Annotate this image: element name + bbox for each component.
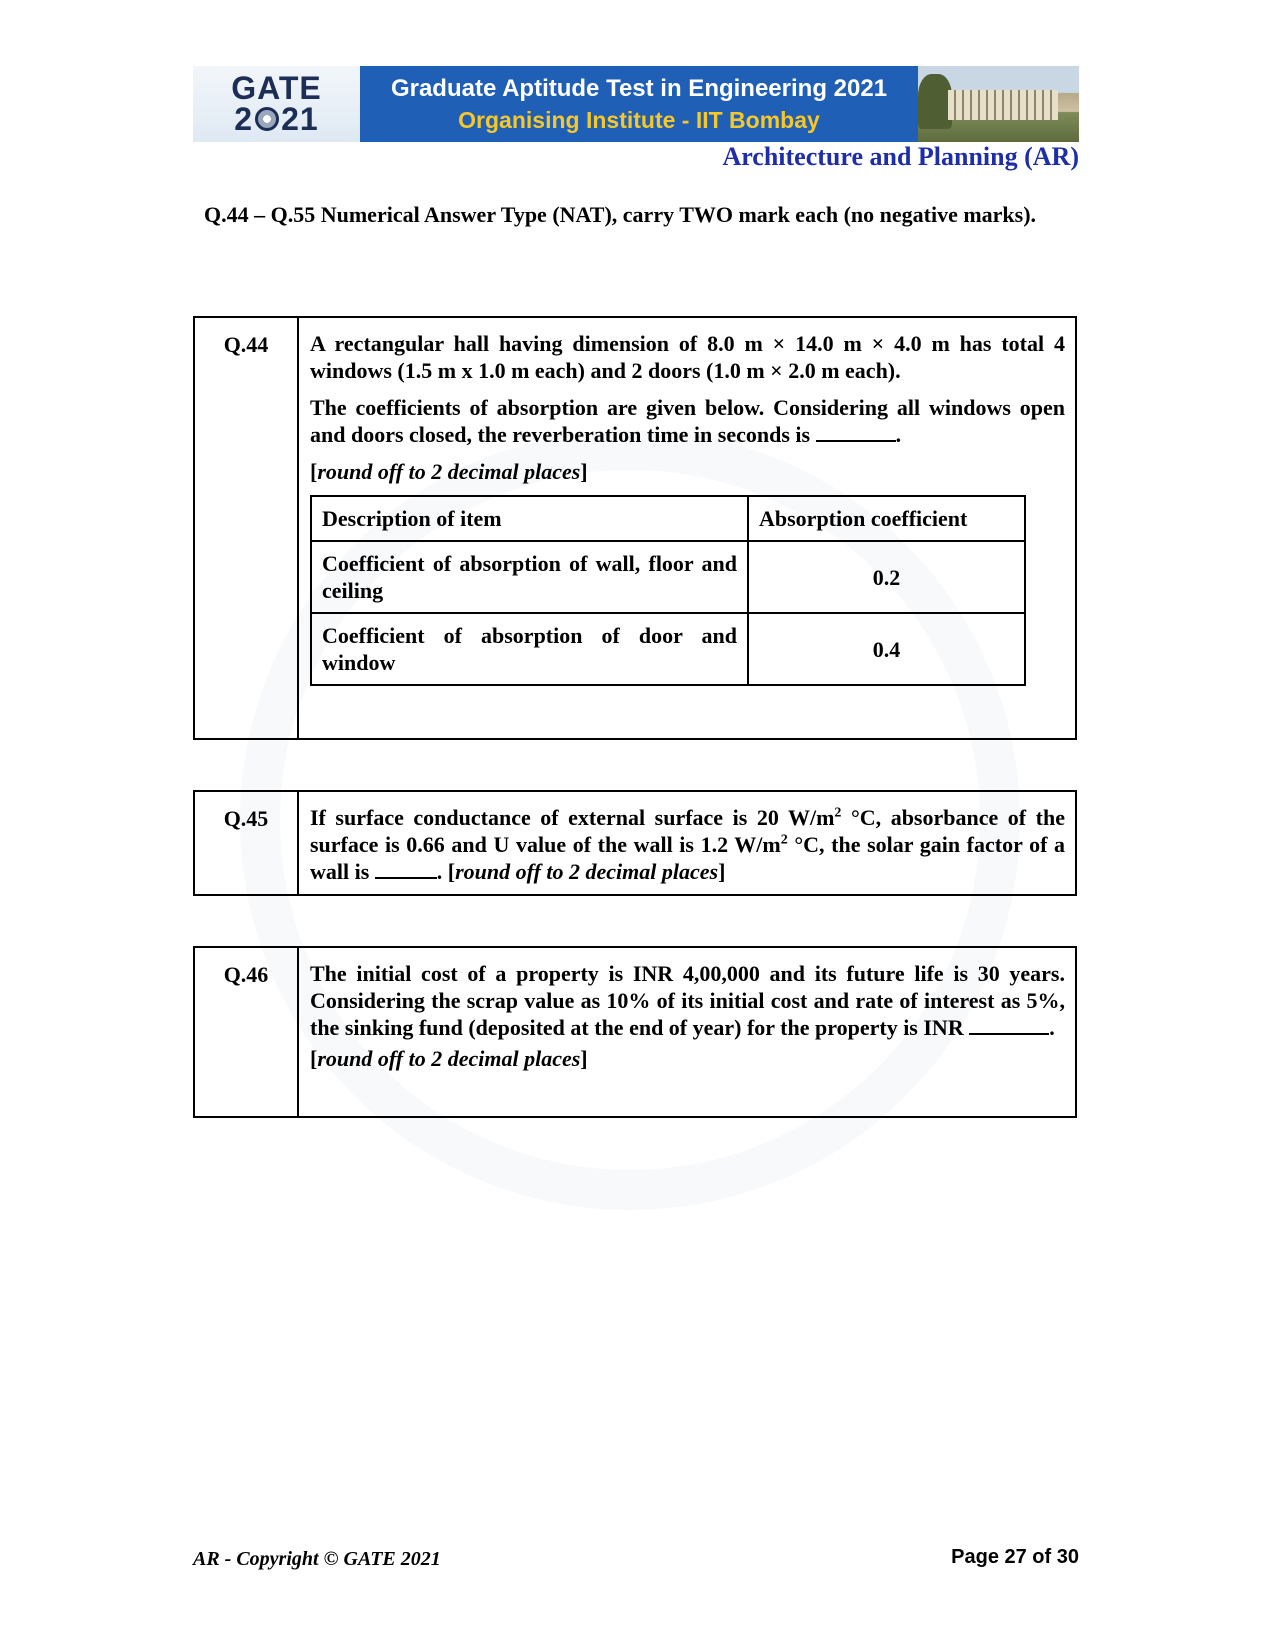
banner-text-box [360, 66, 918, 142]
question-box-44 [193, 316, 1077, 740]
logo-line2 [234, 103, 318, 135]
footer-page-number [951, 1546, 1079, 1569]
page-prefix: Page [951, 1546, 1005, 1568]
question-text: °C, the solar gain factor of a wall is [310, 832, 1065, 884]
question-body [299, 318, 1075, 738]
question-text: The initial cost of a property is INR 4,00,000 and its future life is 30 years. Considering the scrap value as 10% of its initial cost and rate of interest as 5%, the sinking fund (deposited at the end of year) for the property is INR [310, 961, 1065, 1040]
answer-blank [816, 422, 896, 442]
table-cell: 0.4 [748, 613, 1025, 685]
question-number: Q.44 [195, 318, 299, 738]
logo-line1: GATE [231, 70, 322, 106]
question-body: If surface conductance of external surface is 20 $W/m^2$ °C, absorbance of the surface is 0.66 and U value of the wall is 1.2 $W/m^2$ °C, the solar gain factor of a wall is . [round off to 2 decimal places] [310, 805, 1065, 884]
question-paragraph: The initial cost of a property is INR 4,00,000 and its future life is 30 years. Considering the scrap value as 10% of its initial cost and rate of interest as 5%, the sinking fund (deposited at the end of year) for the property is INR . [310, 961, 1065, 1040]
page-current: 27 [1004, 1546, 1027, 1568]
rounding-note-text: round off to 2 decimal places [317, 1046, 581, 1071]
superscript: 2 [834, 805, 842, 821]
table-header-row [311, 496, 1025, 541]
question-body [299, 948, 1075, 1116]
absorption-table [310, 495, 1026, 686]
rounding-note-text: round off to 2 decimal places [317, 459, 581, 484]
iit-seal-icon [255, 107, 279, 131]
tree-icon [918, 74, 952, 129]
table-header: Description of item [311, 496, 748, 541]
superscript: 2 [780, 832, 788, 848]
answer-blank [375, 859, 437, 879]
question-box-45 [193, 790, 1077, 896]
table-cell: Coefficient of absorption of door and window [311, 613, 748, 685]
table-row [311, 613, 1025, 685]
question-paragraph-2: The coefficients of absorption are given below. Considering all windows open and doors closed, the reverberation time in seconds is . [310, 395, 1065, 447]
question-number: Q.45 [195, 792, 299, 894]
table-cell: Coefficient of absorption of wall, floor and ceiling [311, 541, 748, 613]
section-heading: Q.44 – Q.55 Numerical Answer Type (NAT), carry TWO mark each (no negative marks). [204, 202, 1037, 227]
answer-blank [969, 1015, 1049, 1035]
building-icon [948, 90, 1058, 120]
rounding-note: [round off to 2 decimal places] [310, 1046, 588, 1071]
banner-title: Graduate Aptitude Test in Engineering 2021 [390, 75, 888, 102]
question-text: If surface conductance of external surface is 20 W/m [310, 805, 835, 830]
rounding-note-text: round off to 2 decimal places [455, 859, 719, 884]
table-header: Absorption coefficient [748, 496, 1025, 541]
banner-subtitle: Organising Institute - IIT Bombay [458, 107, 820, 133]
table-row [311, 541, 1025, 613]
question-text: The coefficients of absorption are given below. Considering all windows open and doors closed, the reverberation time in seconds is [310, 395, 1065, 447]
subject-title: Architecture and Planning (AR) [722, 142, 1079, 171]
campus-building-image [918, 66, 1079, 142]
page-suffix: of 30 [1026, 1546, 1079, 1568]
gate-logo [193, 66, 360, 142]
logo-digit-left: 2 [234, 101, 254, 137]
question-text: °C, absorbance of the surface is 0.66 and U value of the wall is 1.2 W/m [310, 805, 1065, 857]
rounding-note: [round off to 2 decimal places] [310, 459, 588, 484]
question-paragraph-1: A rectangular hall having dimension of 8.0 m × 14.0 m × 4.0 m has total 4 windows (1.5 m x 1.0 m each) and 2 doors (1.0 m × 2.0 m each). [310, 331, 1065, 383]
logo-digit-right: 21 [281, 101, 319, 137]
question-box-46 [193, 946, 1077, 1118]
table-cell: 0.2 [748, 541, 1025, 613]
header-banner [193, 66, 1079, 142]
footer-copyright: AR - Copyright © GATE 2021 [193, 1548, 441, 1570]
question-number: Q.46 [195, 948, 299, 1116]
